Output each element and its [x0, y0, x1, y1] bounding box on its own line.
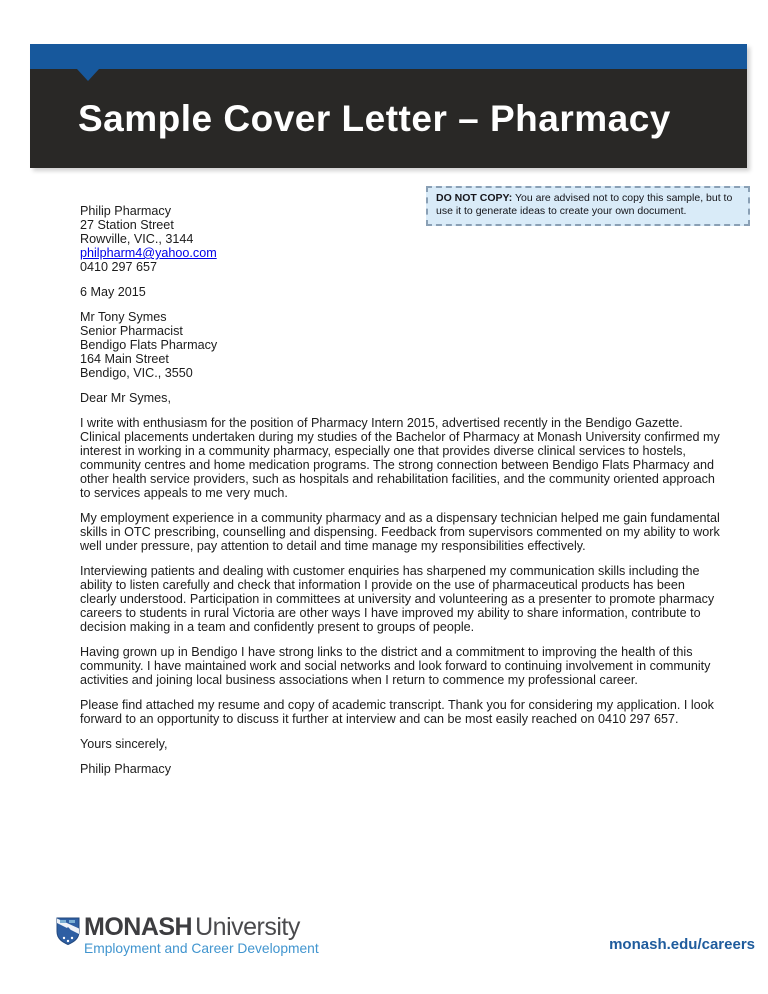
monash-shield-icon [56, 917, 80, 946]
recipient-address2: Bendigo, VIC., 3550 [80, 366, 193, 380]
sender-name: Philip Pharmacy [80, 204, 171, 218]
paragraph-3: Interviewing patients and dealing with customer enquiries has sharpened my communication skills including the ability to listen carefully and check that information I provide on the use of pharmaceutical products has been clearly understood. Participation in committees at university and volunteering as a presenter to promote pharmacy careers to students in rural Victoria are other ways I have improved my ability to share information, contribute to decision making in a team and confidently present to groups of people. [80, 564, 715, 634]
recipient-title: Senior Pharmacist [80, 324, 183, 338]
monash-logo [56, 914, 319, 956]
header-blue-strip [30, 44, 747, 69]
letter-date: 6 May 2015 [80, 285, 146, 299]
sender-phone: 0410 297 657 [80, 260, 158, 274]
sender-address2: Rowville, VIC., 3144 [80, 232, 194, 246]
paragraph-1: I write with enthusiasm for the position of Pharmacy Intern 2015, advertised recently in the Bendigo Gazette. Clinical placements undertaken during my studies of the Bachelor of Pharmacy at Monash University confirmed my interest in working in a community pharmacy, especially one that provides diverse clinical services to hostels, community centres and home medication programs. The strong connection between Bendigo Flats Pharmacy and other health service providers, such as hospitals and rehabilitation facilities, and the community oriented approach to services appeals to me very much. [80, 416, 720, 500]
notice-text: You are advised not to copy this sample, but to use it to generate ideas to create your own document. [436, 192, 733, 218]
paragraph-5: Please find attached my resume and copy of academic transcript. Thank you for considering my application. I look forward to an opportunity to discuss it further at interview and can be most easily reached on 0410 297 657. [80, 698, 714, 726]
sender-address1: 27 Station Street [80, 218, 174, 232]
recipient-name: Mr Tony Symes [80, 310, 167, 324]
sender-email-link[interactable]: philpharm4@yahoo.com [80, 246, 217, 260]
letter-body [80, 204, 720, 787]
recipient-address-block [80, 310, 720, 380]
careers-url-link[interactable]: monash.edu/careers [609, 936, 755, 953]
header-triangle-accent [77, 69, 99, 81]
header-dark-strip [30, 69, 747, 168]
logo-name-bold: MONASH [84, 913, 193, 941]
notice-label: DO NOT COPY: [436, 192, 513, 204]
logo-tagline: Employment and Career Development [84, 941, 319, 956]
signature-name: Philip Pharmacy [80, 762, 171, 776]
recipient-address1: 164 Main Street [80, 352, 169, 366]
paragraph-4: Having grown up in Bendigo I have strong links to the district and a commitment to improving the health of this community. I have maintained work and social networks and look forward to continuing involvement in community activities and joining local business associations when I return to commence my professional career. [80, 645, 711, 687]
paragraph-2: My employment experience in a community pharmacy and as a dispensary technician helped me gain fundamental skills in OTC prescribing, counselling and dispensing. Feedback from supervisors commented on my ability to work well under pressure, pay attention to detail and time manage my responsibilities effectively. [80, 511, 720, 553]
monash-logo-text [84, 914, 319, 956]
valediction: Yours sincerely, [80, 737, 168, 751]
logo-name-regular: University [195, 913, 300, 941]
sender-address-block [80, 204, 720, 274]
header-band [30, 44, 747, 168]
salutation: Dear Mr Symes, [80, 391, 171, 405]
page-title: Sample Cover Letter – Pharmacy [78, 97, 671, 139]
recipient-company: Bendigo Flats Pharmacy [80, 338, 218, 352]
